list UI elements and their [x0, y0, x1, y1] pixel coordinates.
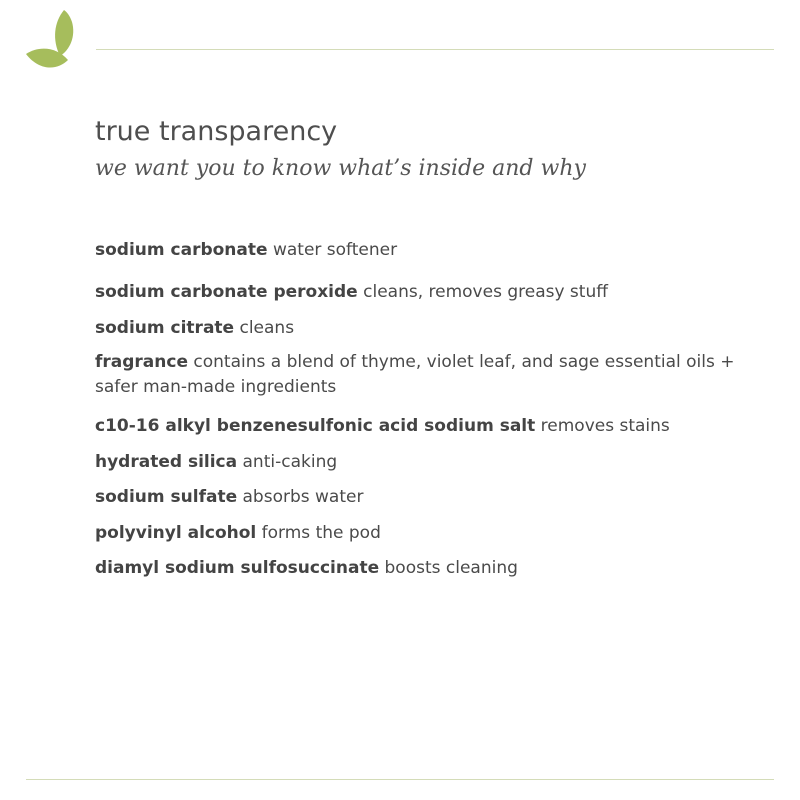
ingredient-name: polyvinyl alcohol — [95, 523, 257, 543]
bottom-divider — [26, 779, 774, 780]
ingredient-item — [95, 485, 755, 510]
ingredient-name: sodium citrate — [95, 318, 235, 338]
ingredient-name: sodium carbonate — [95, 240, 268, 260]
top-divider — [96, 49, 774, 50]
leaf-icon — [24, 8, 82, 72]
ingredient-purpose: boosts cleaning — [384, 558, 518, 578]
page-subtitle: we want you to know what’s inside and why — [95, 156, 586, 181]
ingredient-purpose: cleans, removes greasy stuff — [363, 282, 608, 302]
ingredient-purpose: anti-caking — [242, 452, 338, 472]
ingredient-purpose: removes stains — [540, 416, 670, 436]
ingredient-item — [95, 350, 755, 400]
ingredient-purpose: forms the pod — [261, 523, 381, 543]
ingredient-name: hydrated silica — [95, 452, 238, 472]
ingredient-purpose: contains a blend of thyme, violet leaf, and sage essential oils + safer man-made ingredients — [95, 352, 735, 397]
ingredient-purpose: water softener — [272, 240, 398, 260]
ingredient-name: sodium carbonate peroxide — [95, 282, 358, 302]
ingredient-purpose: cleans — [239, 318, 295, 338]
ingredient-item — [95, 521, 755, 546]
ingredient-item — [95, 316, 755, 341]
ingredient-name: diamyl sodium sulfosuccinate — [95, 558, 380, 578]
ingredient-name: c10-16 alkyl benzenesulfonic acid sodium salt — [95, 416, 536, 436]
ingredient-item — [95, 556, 755, 581]
page-title: true transparency — [95, 116, 338, 147]
ingredient-item — [95, 450, 755, 475]
ingredient-name: fragrance — [95, 352, 188, 372]
ingredient-purpose: absorbs water — [242, 487, 364, 507]
ingredient-item — [95, 238, 755, 263]
ingredient-item — [95, 414, 755, 439]
ingredient-name: sodium sulfate — [95, 487, 238, 507]
ingredient-item — [95, 280, 755, 305]
